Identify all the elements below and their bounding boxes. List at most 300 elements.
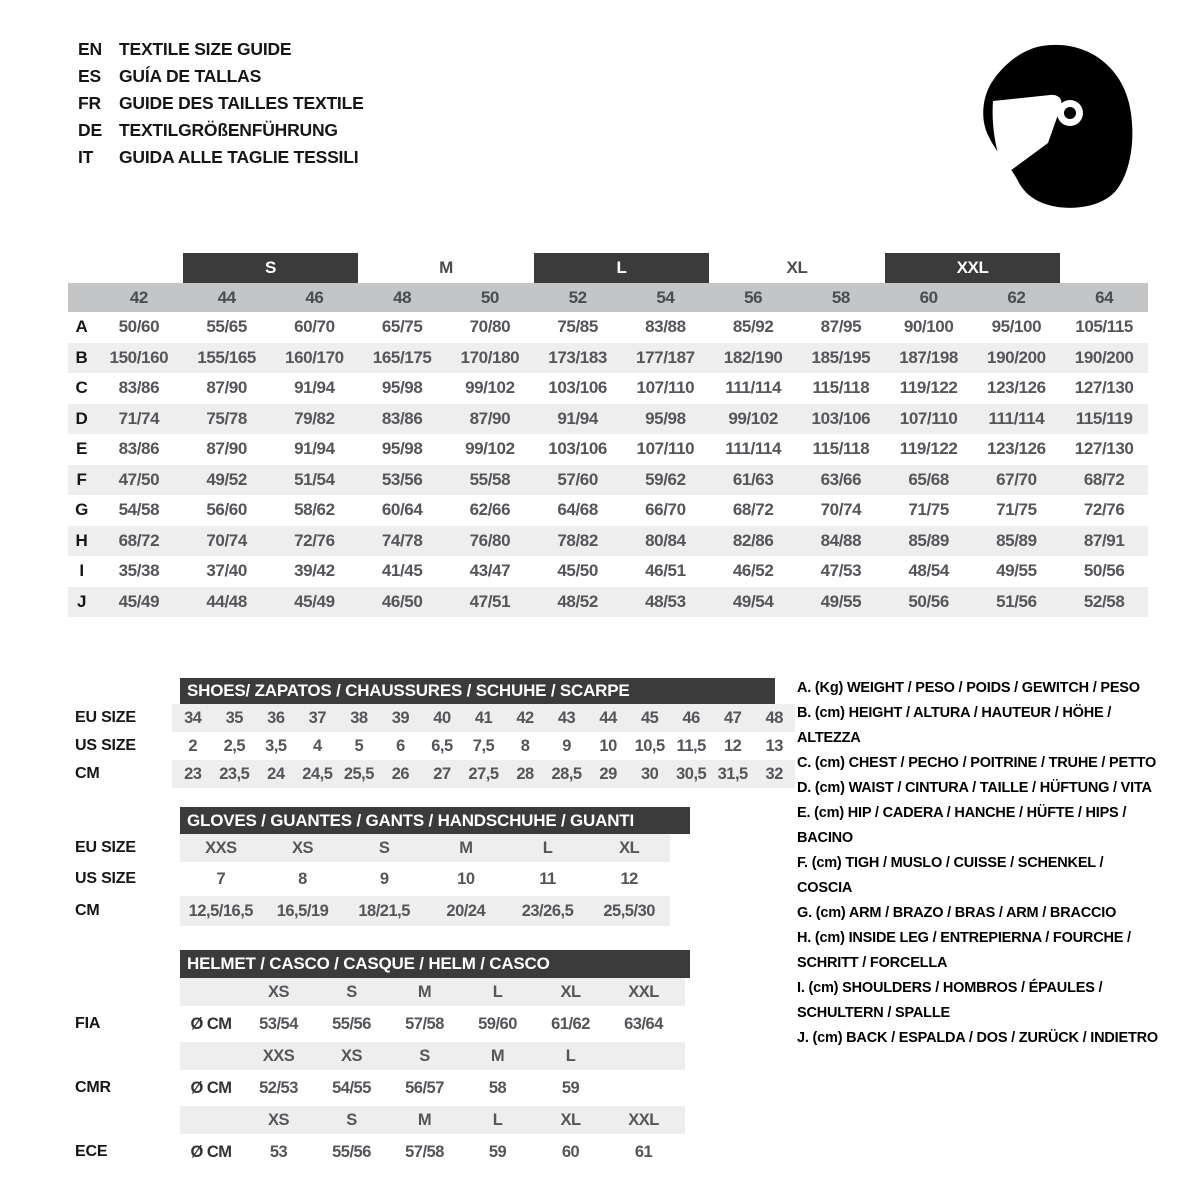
size-value-cell: 160/170 xyxy=(285,347,344,367)
size-value-cell: 87/95 xyxy=(820,317,862,337)
helmet-cmr-sizes-row xyxy=(180,1042,685,1070)
shoes-eu-value: 36 xyxy=(267,708,285,727)
gloves-cm-value: 25,5/30 xyxy=(603,901,655,920)
legend-entry-H xyxy=(797,926,1159,976)
size-value-cell: 78/82 xyxy=(557,530,598,550)
size-value-cell: 66/70 xyxy=(645,500,686,520)
gloves-us-value: 7 xyxy=(216,869,226,888)
shoes-cm-value: 25,5 xyxy=(343,764,374,783)
helmet-size-value: 57/58 xyxy=(405,1142,444,1161)
size-value-cell: 119/122 xyxy=(899,378,958,398)
size-value-cell: 50/56 xyxy=(908,591,949,611)
row-label-C: C xyxy=(75,378,88,398)
size-value-cell: 47/51 xyxy=(469,591,511,611)
shoes-eu-value: 43 xyxy=(557,708,576,727)
gloves-cm-value: 18/21,5 xyxy=(358,901,410,920)
gloves-us-value: 10 xyxy=(457,869,475,888)
column-header-44: 44 xyxy=(217,287,236,307)
size-value-cell: 87/90 xyxy=(206,378,247,398)
gloves-eu-value: S xyxy=(378,838,390,857)
shoes-us-value: 10 xyxy=(599,736,617,755)
language-title: GUIDA ALLE TAGLIE TESSILI xyxy=(119,147,359,167)
size-value-cell: 84/88 xyxy=(820,530,862,550)
size-value-cell: 90/100 xyxy=(903,317,954,337)
helmet-size-label: M xyxy=(417,982,432,1001)
helmet-size-label: S xyxy=(346,982,357,1001)
row-label-G: G xyxy=(75,500,88,520)
size-value-cell: 44/48 xyxy=(206,591,247,611)
shoes-us-value: 9 xyxy=(562,736,571,755)
size-value-cell: 45/50 xyxy=(557,561,598,581)
size-value-cell: 49/52 xyxy=(206,469,247,489)
shoes-eu-value: 39 xyxy=(391,708,410,727)
language-row xyxy=(78,36,364,63)
size-value-cell: 61/63 xyxy=(732,469,774,489)
gloves-eu-value: XXS xyxy=(205,838,237,857)
helmet-size-label: XL xyxy=(560,1110,581,1129)
size-value-cell: 107/110 xyxy=(899,408,958,428)
size-value-cell: 62/66 xyxy=(469,500,511,520)
legend-line: F. (cm) TIGH / MUSLO / CUISSE / SCHENKEL / COSCIA xyxy=(797,855,1104,896)
helmet-fia-label: FIA xyxy=(75,1015,101,1032)
helmet-size-label: XS xyxy=(340,1046,362,1065)
gloves-eu-size-label: EU SIZE xyxy=(75,839,136,856)
size-value-cell: 127/130 xyxy=(1074,378,1134,398)
helmet-size-value: 59 xyxy=(488,1142,507,1161)
size-value-cell: 95/100 xyxy=(991,317,1042,337)
language-title: TEXTILGRÖßENFÜHRUNG xyxy=(119,120,338,140)
diameter-unit-label: Ø CM xyxy=(190,1078,232,1097)
gloves-eu-value: XL xyxy=(619,838,640,857)
helmet-size-label: XXL xyxy=(628,1110,659,1129)
size-value-cell: 60/64 xyxy=(381,500,423,520)
helmet-size-label: XL xyxy=(560,982,581,1001)
size-value-cell: 49/54 xyxy=(732,591,774,611)
size-value-cell: 190/200 xyxy=(1074,347,1134,367)
size-value-cell: 83/86 xyxy=(118,439,160,459)
gloves-eu-row xyxy=(180,834,670,862)
size-value-cell: 87/90 xyxy=(469,408,511,428)
size-value-cell: 53/56 xyxy=(381,469,423,489)
shoes-us-value: 4 xyxy=(313,736,322,755)
gloves-cm-value: 16,5/19 xyxy=(276,901,329,920)
gloves-us-value: 11 xyxy=(539,869,556,888)
size-value-cell: 155/165 xyxy=(197,347,256,367)
column-header-48: 48 xyxy=(393,287,412,307)
gloves-section-header: GLOVES / GUANTES / GANTS / HANDSCHUHE / GUANTI xyxy=(180,807,690,834)
size-value-cell: 71/74 xyxy=(118,408,160,428)
helmet-icon xyxy=(980,43,1133,208)
size-value-cell: 45/49 xyxy=(118,591,160,611)
legend-line: G. (cm) ARM / BRAZO / BRAS / ARM / BRACCIO xyxy=(797,905,1117,921)
size-value-cell: 55/58 xyxy=(469,469,511,489)
language-row xyxy=(78,144,364,171)
size-value-cell: 48/53 xyxy=(645,591,686,611)
shoes-cm-value: 32 xyxy=(765,764,783,783)
shoes-cm-value: 27 xyxy=(433,764,451,783)
legend-entry-A xyxy=(797,676,1159,701)
helmet-size-value: 54/55 xyxy=(332,1078,371,1097)
helmet-size-label: M xyxy=(417,1110,432,1129)
size-value-cell: 51/54 xyxy=(294,469,335,489)
shoes-cm-value: 28,5 xyxy=(551,764,582,783)
shoes-us-value: 7,5 xyxy=(472,736,495,755)
helmet-size-value: 60 xyxy=(561,1142,580,1161)
row-label-H: H xyxy=(75,530,88,550)
size-value-cell: 187/198 xyxy=(899,347,958,367)
row-label-F: F xyxy=(76,469,87,489)
shoes-us-value: 2 xyxy=(188,736,198,755)
column-header-52: 52 xyxy=(568,287,587,307)
helmet-size-value: 59/60 xyxy=(478,1014,517,1033)
size-value-cell: 99/102 xyxy=(728,408,778,428)
shoes-cm-value: 26 xyxy=(391,764,410,783)
size-value-cell: 57/60 xyxy=(557,469,598,489)
legend-entry-G xyxy=(797,901,1159,926)
helmet-size-label: M xyxy=(490,1046,505,1065)
gloves-us-size-label: US SIZE xyxy=(75,870,136,887)
shoes-eu-size-label: EU SIZE xyxy=(75,709,136,726)
language-row xyxy=(78,63,364,90)
size-value-cell: 47/50 xyxy=(118,469,160,489)
shoes-cm-value: 27,5 xyxy=(468,764,499,783)
size-value-cell: 103/106 xyxy=(811,408,871,428)
size-group-s: S xyxy=(183,253,359,283)
helmet-cmr-label: CMR xyxy=(75,1079,111,1096)
size-value-cell: 71/75 xyxy=(996,500,1037,520)
shoes-eu-value: 40 xyxy=(433,708,451,727)
row-label-A: A xyxy=(75,317,88,337)
column-header-46: 46 xyxy=(305,287,324,307)
size-value-cell: 82/86 xyxy=(732,530,774,550)
helmet-size-value: 63/64 xyxy=(624,1014,663,1033)
size-value-cell: 150/160 xyxy=(109,347,169,367)
size-value-cell: 95/98 xyxy=(381,439,423,459)
size-table-body xyxy=(68,312,1148,617)
size-value-cell: 63/66 xyxy=(820,469,862,489)
diameter-unit-label: Ø CM xyxy=(190,1014,232,1033)
helmet-size-label: L xyxy=(492,982,503,1001)
size-value-cell: 115/118 xyxy=(812,439,870,459)
language-code: IT xyxy=(78,147,94,167)
shoes-us-value: 13 xyxy=(765,736,783,755)
helmet-fia-sizes-row xyxy=(180,978,685,1006)
legend-line: E. (cm) HIP / CADERA / HANCHE / HÜFTE / HIPS / BACINO xyxy=(797,805,1127,846)
helmet-size-value: 55/56 xyxy=(332,1142,371,1161)
size-group-xxl: XXL xyxy=(885,253,1061,283)
gloves-eu-value: M xyxy=(459,838,473,857)
helmet-ece-values-row xyxy=(180,1134,685,1170)
size-value-cell: 56/60 xyxy=(206,500,247,520)
shoes-us-value: 8 xyxy=(520,736,530,755)
size-value-cell: 65/68 xyxy=(908,469,949,489)
size-group-m: M xyxy=(439,258,453,277)
size-row-G xyxy=(68,495,1148,526)
helmet-size-value: 56/57 xyxy=(405,1078,444,1097)
language-list xyxy=(78,36,364,171)
legend-line: H. (cm) INSIDE LEG / ENTREPIERNA / FOURCHE / xyxy=(797,930,1131,946)
size-value-cell: 37/40 xyxy=(206,561,247,581)
measurement-legend xyxy=(797,676,1159,1051)
legend-entry-B xyxy=(797,701,1159,751)
size-value-cell: 74/78 xyxy=(381,530,423,550)
size-value-cell: 58/62 xyxy=(294,500,335,520)
size-value-cell: 123/126 xyxy=(987,378,1046,398)
size-value-cell: 47/53 xyxy=(820,561,862,581)
helmet-size-label: XXL xyxy=(628,982,659,1001)
shoes-us-value: 10,5 xyxy=(634,736,665,755)
size-value-cell: 177/187 xyxy=(636,347,695,367)
size-value-cell: 91/94 xyxy=(294,439,335,459)
gloves-us-value: 12 xyxy=(620,869,638,888)
helmet-size-value: 61/62 xyxy=(551,1014,590,1033)
row-label-E: E xyxy=(76,439,87,459)
gloves-us-row xyxy=(180,862,670,896)
size-value-cell: 46/51 xyxy=(645,561,686,581)
shoes-eu-value: 45 xyxy=(640,708,659,727)
size-value-cell: 173/183 xyxy=(548,347,607,367)
shoes-eu-value: 48 xyxy=(765,708,783,727)
gloves-table xyxy=(180,834,670,926)
language-title: GUÍA DE TALLAS xyxy=(119,66,262,86)
size-value-cell: 75/78 xyxy=(206,408,247,428)
shoes-cm-value: 31,5 xyxy=(717,764,748,783)
size-value-cell: 85/89 xyxy=(908,530,949,550)
shoes-cm-label: CM xyxy=(75,765,100,782)
size-value-cell: 170/180 xyxy=(460,347,520,367)
shoes-eu-value: 44 xyxy=(599,708,617,727)
shoes-eu-value: 35 xyxy=(225,708,243,727)
size-value-cell: 50/60 xyxy=(118,317,160,337)
row-label-D: D xyxy=(75,408,88,428)
column-header-58: 58 xyxy=(831,287,850,307)
language-title: TEXTILE SIZE GUIDE xyxy=(119,39,292,59)
shoes-us-size-label: US SIZE xyxy=(75,737,136,754)
legend-line: SCHRITT / FORCELLA xyxy=(797,955,948,971)
helmet-size-label: S xyxy=(419,1046,430,1065)
size-value-cell: 72/76 xyxy=(294,530,335,550)
size-value-cell: 71/75 xyxy=(908,500,949,520)
legend-entry-I xyxy=(797,976,1159,1026)
size-value-cell: 165/175 xyxy=(372,347,432,367)
size-value-cell: 99/102 xyxy=(465,439,515,459)
gloves-us-value: 8 xyxy=(298,869,307,888)
size-value-cell: 45/49 xyxy=(294,591,335,611)
gloves-eu-value: XS xyxy=(291,838,313,857)
shoes-eu-value: 42 xyxy=(516,708,534,727)
gloves-eu-value: L xyxy=(542,838,553,857)
legend-line: C. (cm) CHEST / PECHO / POITRINE / TRUHE / PETTO xyxy=(797,755,1157,771)
size-value-cell: 115/118 xyxy=(812,378,870,398)
language-code: DE xyxy=(78,120,102,140)
helmet-size-label: XXS xyxy=(262,1046,295,1065)
shoes-cm-value: 24,5 xyxy=(302,764,333,783)
size-value-cell: 68/72 xyxy=(118,530,160,550)
shoes-table xyxy=(172,704,795,788)
helmet-size-value: 57/58 xyxy=(405,1014,444,1033)
helmet-cmr-values-row xyxy=(180,1070,685,1106)
column-header-64: 64 xyxy=(1095,287,1114,307)
shoes-us-value: 6,5 xyxy=(431,736,453,755)
helmet-fia-values-row xyxy=(180,1006,685,1042)
size-value-cell: 95/98 xyxy=(645,408,686,428)
size-value-cell: 182/190 xyxy=(723,347,783,367)
size-value-cell: 190/200 xyxy=(987,347,1046,367)
language-title: GUIDE DES TAILLES TEXTILE xyxy=(119,93,364,113)
column-header-42: 42 xyxy=(129,287,148,307)
size-value-cell: 68/72 xyxy=(1083,469,1125,489)
size-value-cell: 48/52 xyxy=(557,591,598,611)
size-value-cell: 99/102 xyxy=(465,378,515,398)
language-code: FR xyxy=(78,93,101,113)
helmet-size-label: XS xyxy=(267,982,289,1001)
legend-line: D. (cm) WAIST / CINTURA / TAILLE / HÜFTUNG / VITA xyxy=(797,780,1152,796)
legend-line: SCHULTERN / SPALLE xyxy=(797,1005,950,1021)
size-value-cell: 95/98 xyxy=(381,378,423,398)
size-value-cell: 107/110 xyxy=(636,439,695,459)
size-value-cell: 51/56 xyxy=(996,591,1037,611)
helmet-size-value: 53/54 xyxy=(259,1014,298,1033)
helmet-size-value: 55/56 xyxy=(332,1014,371,1033)
shoes-cm-value: 28 xyxy=(516,764,534,783)
legend-line: I. (cm) SHOULDERS / HOMBROS / ÉPAULES / xyxy=(797,980,1103,996)
shoes-us-value: 5 xyxy=(354,736,364,755)
shoes-us-value: 6 xyxy=(396,736,405,755)
helmet-section-header: HELMET / CASCO / CASQUE / HELM / CASCO xyxy=(180,950,690,978)
shoes-cm-value: 30 xyxy=(640,764,659,783)
shoes-us-value: 2,5 xyxy=(223,736,246,755)
gloves-cm-value: 12,5/16,5 xyxy=(188,901,253,920)
shoes-eu-value: 47 xyxy=(724,708,742,727)
size-row-C xyxy=(68,373,1148,404)
size-value-cell: 46/52 xyxy=(732,561,774,581)
size-value-cell: 41/45 xyxy=(381,561,423,581)
size-value-cell: 115/119 xyxy=(1075,408,1133,428)
size-row-E xyxy=(68,434,1148,465)
helmet-ece-sizes-row xyxy=(180,1106,685,1134)
size-row-D xyxy=(68,404,1148,435)
helmet-size-value: 59 xyxy=(561,1078,580,1097)
shoes-us-value: 11,5 xyxy=(676,736,706,755)
size-value-cell: 91/94 xyxy=(557,408,598,428)
size-value-cell: 43/47 xyxy=(469,561,511,581)
row-label-J: J xyxy=(76,591,87,611)
shoes-eu-row xyxy=(172,704,795,732)
helmet-size-value: 52/53 xyxy=(259,1078,298,1097)
size-value-cell: 60/70 xyxy=(294,317,335,337)
gloves-us-value: 9 xyxy=(379,869,389,888)
row-label-I: I xyxy=(79,561,84,581)
legend-entry-J xyxy=(797,1026,1159,1051)
size-value-cell: 70/74 xyxy=(820,500,862,520)
size-value-cell: 79/82 xyxy=(294,408,335,428)
size-row-J xyxy=(68,587,1148,618)
shoes-eu-value: 34 xyxy=(184,708,202,727)
size-row-B xyxy=(68,343,1148,374)
column-header-54: 54 xyxy=(656,287,675,307)
helmet-size-label: L xyxy=(492,1110,503,1129)
size-group-xl: XL xyxy=(786,258,808,277)
helmet-size-value: 53 xyxy=(269,1142,288,1161)
size-value-cell: 49/55 xyxy=(820,591,862,611)
size-value-cell: 65/75 xyxy=(381,317,423,337)
size-value-cell: 55/65 xyxy=(206,317,247,337)
language-row xyxy=(78,117,364,144)
legend-entry-D xyxy=(797,776,1159,801)
language-code: ES xyxy=(78,66,101,86)
helmet-table xyxy=(180,978,685,1170)
column-header-60: 60 xyxy=(919,287,938,307)
size-value-cell: 35/38 xyxy=(118,561,160,581)
legend-line: A. (Kg) WEIGHT / PESO / POIDS / GEWITCH / PESO xyxy=(797,680,1140,696)
gloves-cm-value: 23/26,5 xyxy=(521,901,574,920)
gloves-cm-value: 20/24 xyxy=(446,901,486,920)
size-value-cell: 85/89 xyxy=(996,530,1037,550)
legend-line: J. (cm) BACK / ESPALDA / DOS / ZURÜCK / INDIETRO xyxy=(797,1030,1158,1046)
column-header-56: 56 xyxy=(744,287,763,307)
shoes-us-value: 3,5 xyxy=(265,736,287,755)
shoes-eu-value: 41 xyxy=(474,708,493,727)
helmet-ece-label: ECE xyxy=(75,1143,108,1160)
column-header-62: 62 xyxy=(1007,287,1026,307)
legend-entry-C xyxy=(797,751,1159,776)
shoes-cm-row xyxy=(172,760,795,788)
shoes-cm-value: 29 xyxy=(599,764,617,783)
size-value-cell: 76/80 xyxy=(469,530,511,550)
shoes-cm-value: 23,5 xyxy=(219,764,250,783)
shoes-cm-value: 30,5 xyxy=(676,764,707,783)
size-value-cell: 39/42 xyxy=(294,561,335,581)
shoes-eu-value: 37 xyxy=(308,708,327,727)
shoes-us-value: 12 xyxy=(724,736,742,755)
size-value-cell: 75/85 xyxy=(557,317,598,337)
size-value-cell: 185/195 xyxy=(811,347,871,367)
shoes-eu-value: 46 xyxy=(682,708,700,727)
size-value-cell: 105/115 xyxy=(1075,317,1133,337)
size-value-cell: 127/130 xyxy=(1074,439,1134,459)
size-value-cell: 49/55 xyxy=(996,561,1037,581)
size-value-cell: 83/88 xyxy=(645,317,686,337)
size-value-cell: 123/126 xyxy=(987,439,1046,459)
shoes-cm-value: 23 xyxy=(184,764,202,783)
size-value-cell: 119/122 xyxy=(899,439,958,459)
diameter-unit-label: Ø CM xyxy=(190,1142,232,1161)
size-value-cell: 59/62 xyxy=(645,469,686,489)
size-value-cell: 48/54 xyxy=(908,561,949,581)
gloves-cm-row xyxy=(180,896,670,926)
gloves-cm-label: CM xyxy=(75,902,100,919)
shoes-section-header: SHOES/ ZAPATOS / CHAUSSURES / SCHUHE / SCARPE xyxy=(180,678,775,704)
size-value-cell: 87/91 xyxy=(1083,530,1125,550)
size-value-cell: 111/114 xyxy=(988,408,1045,428)
helmet-size-label: XS xyxy=(267,1110,289,1129)
size-value-cell: 72/76 xyxy=(1083,500,1125,520)
size-row-F xyxy=(68,465,1148,496)
size-value-cell: 67/70 xyxy=(996,469,1037,489)
helmet-size-value: 61 xyxy=(634,1142,653,1161)
legend-line: B. (cm) HEIGHT / ALTURA / HAUTEUR / HÖHE / ALTEZZA xyxy=(797,705,1112,746)
size-value-cell: 85/92 xyxy=(732,317,774,337)
size-value-cell: 91/94 xyxy=(294,378,335,398)
shoes-us-row xyxy=(172,732,795,760)
size-value-cell: 83/86 xyxy=(118,378,160,398)
size-value-cell: 70/80 xyxy=(469,317,511,337)
helmet-size-label: S xyxy=(346,1110,357,1129)
helmet-size-label: L xyxy=(565,1046,576,1065)
shoes-cm-value: 24 xyxy=(267,764,285,783)
size-value-cell: 80/84 xyxy=(645,530,686,550)
size-value-cell: 70/74 xyxy=(206,530,247,550)
